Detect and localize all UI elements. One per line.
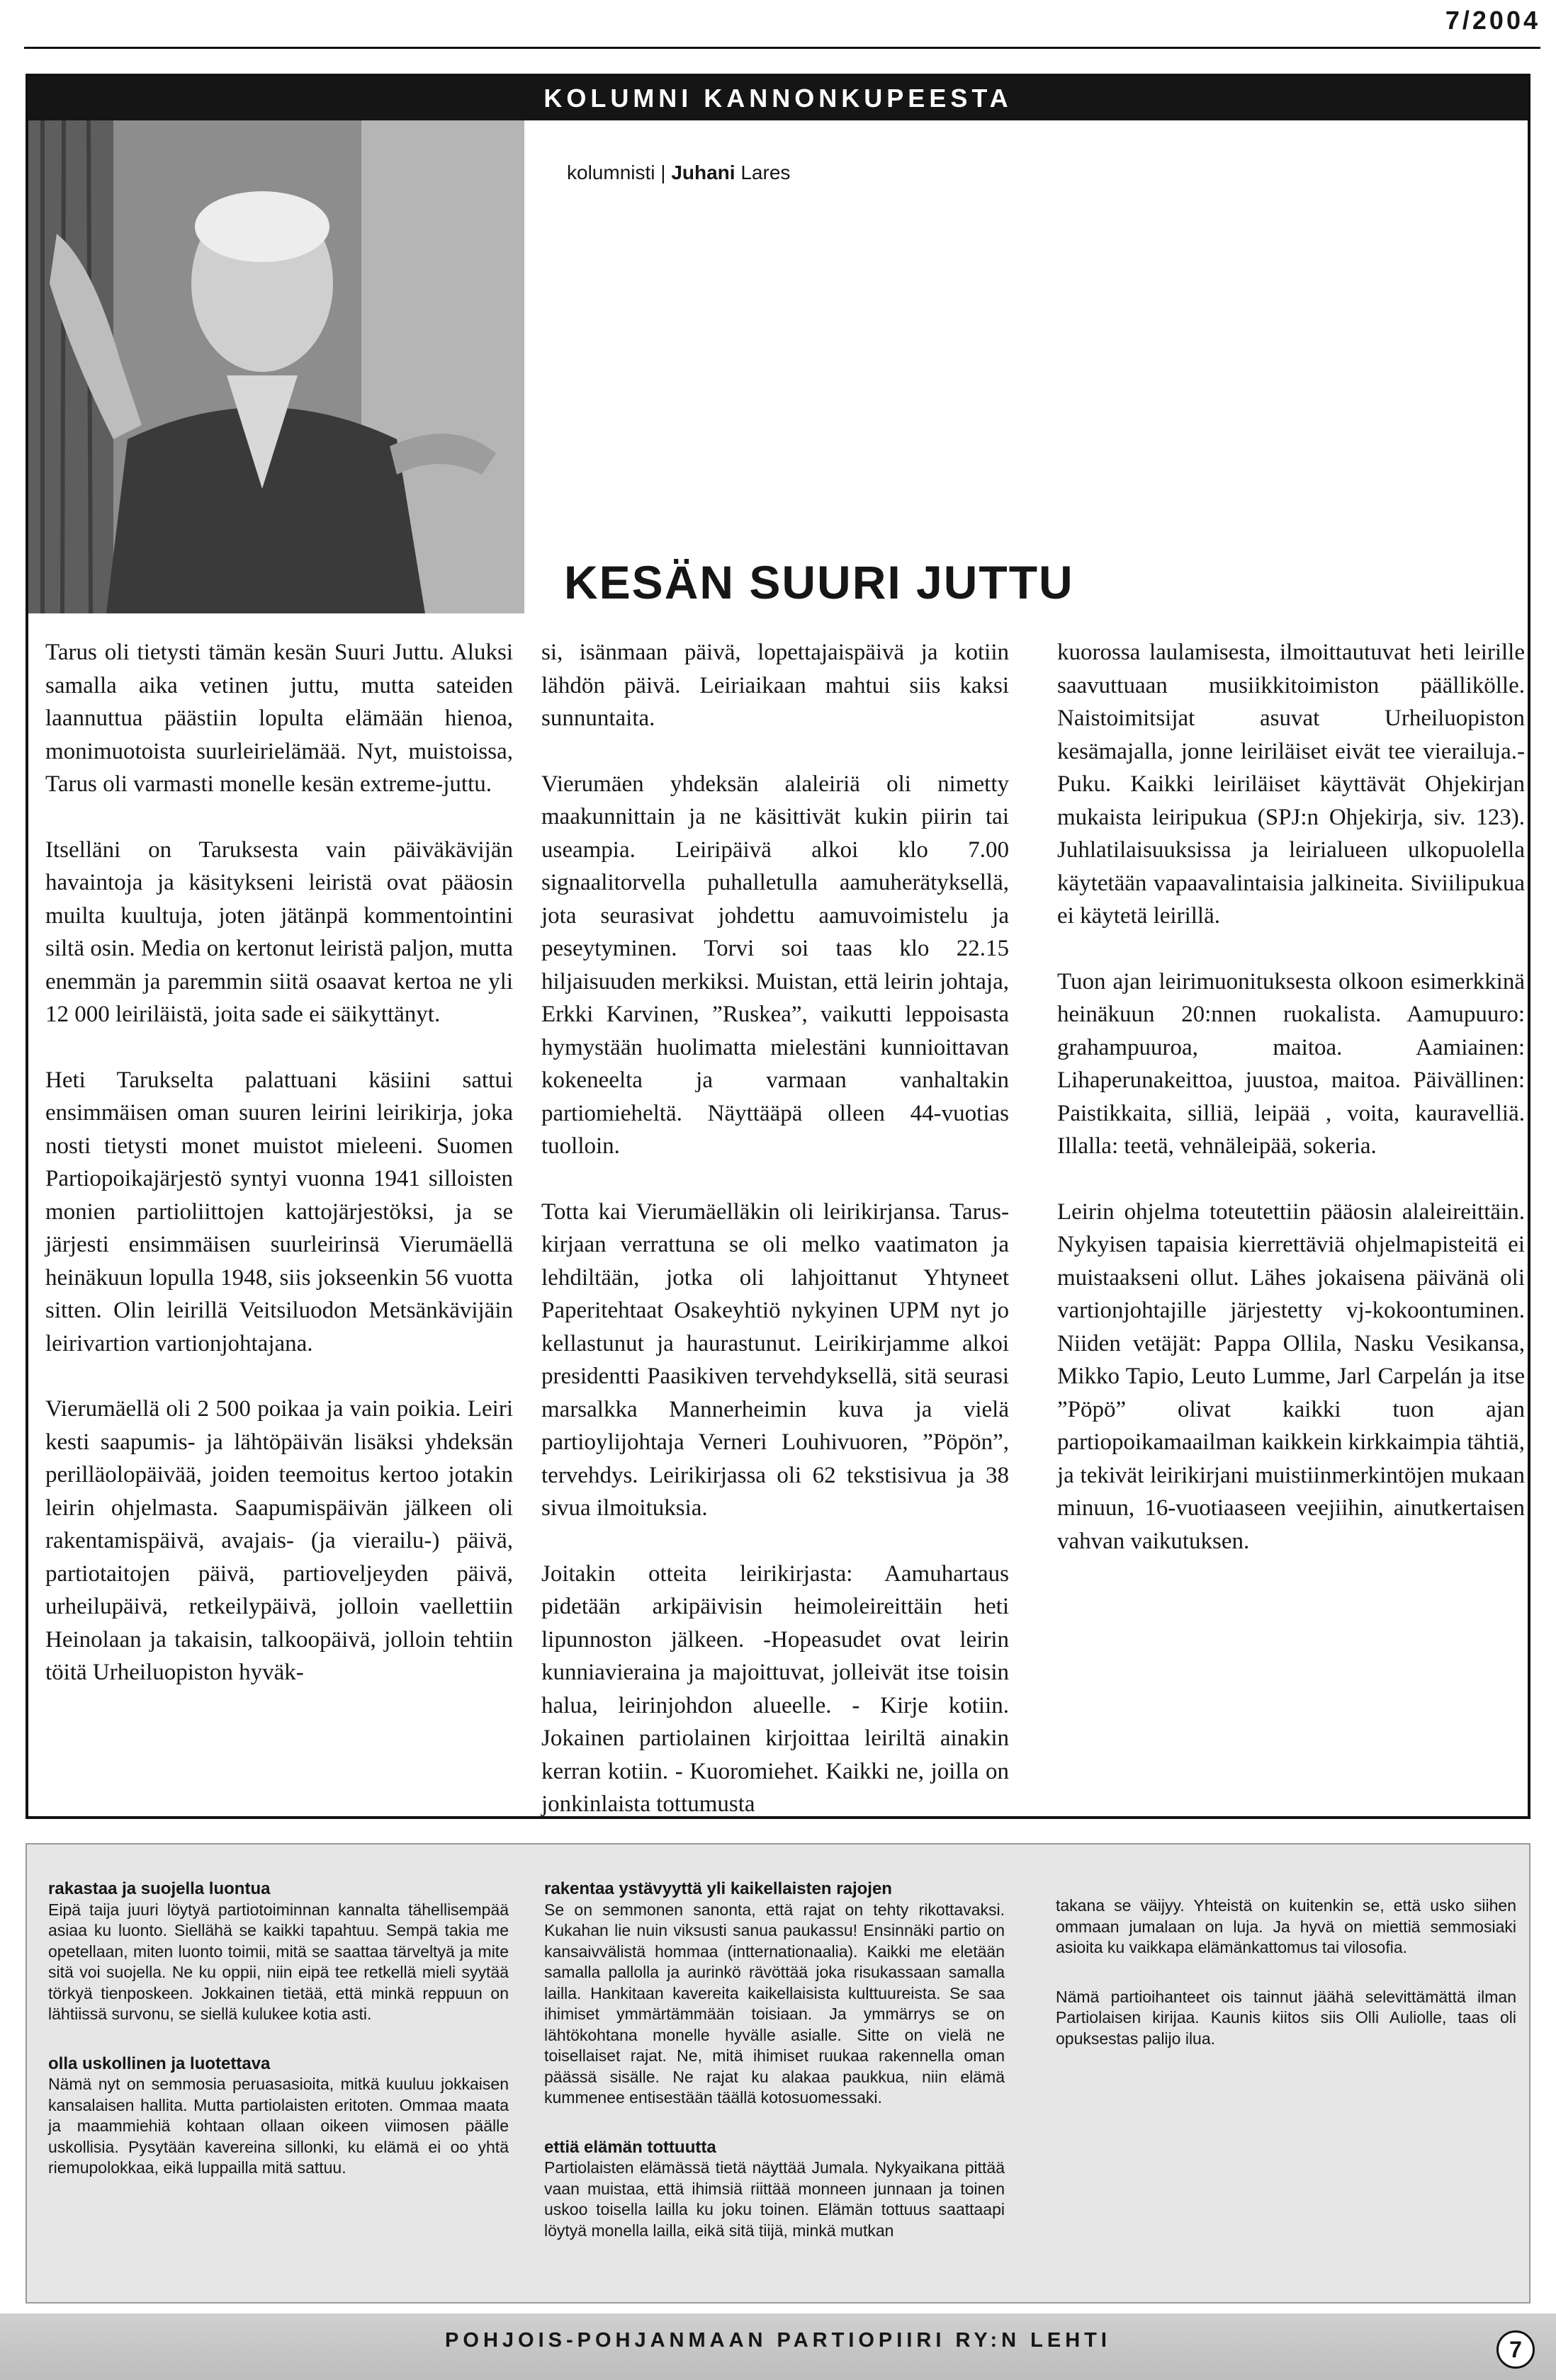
article-column-3	[1057, 636, 1525, 1590]
sidebar-column-1	[48, 1878, 509, 2207]
sidebar-text: Nämä partioihanteet ois tainnut jäähä selevittämättä ilman Partiolaisen kirijaa. Kaunis kiitos siis Olli Auliolle, taas oli opuksestas palijo ilua.	[1056, 1987, 1516, 2048]
paragraph: Joitakin otteita leirikirjasta: Aamuhartaus pidetään arkipäivisin heimoleireittäin heti lipunnoston jälkeen. -Hopeasudet ovat leirin kunniavieraina ja majoittuvat, jolleivät itse toisin halua, leirinjohdon alueelle. - Kirje kotiin. Jokainen partiolainen kirjoittaa leiriltä ainakin kerran kotiin. - Kuoromiehet. Kaikki ne, joilla on jonkinlaista tottumusta	[541, 1560, 1009, 1817]
footer-publication-title: POHJOIS-POHJANMAAN PARTIOPIIRI RY:N LEHTI	[445, 2329, 1111, 2352]
paragraph: Totta kai Vierumäelläkin oli leirikirjansa. Tarus-kirjaan verrattuna se oli melko vaatimaton ja lehdiltään, jotka oli lahjoittanut Yhtyneet Paperitehtaat Osakeyhtiö nykyinen UPM nyt jo kellastunut ja haurastunut. Leirikirjamme alkoi presidentti Paasikiven tervehdyksellä, sitä seurasi marsalkka Mannerheimin kuva ja vielä partioylijohtaja Verneri Louhivuoren, ”Pöpön”, tervehdys. Leirikirjassa oli 62 tekstisivua ja 38 sivua ilmoituksia.	[541, 1198, 1009, 1521]
byline-separator: |	[660, 162, 666, 183]
byline	[567, 162, 790, 184]
sidebar-text: takana se väijyy. Yhteistä on kuitenkin se, että usko siihen ommaan jumalaan on luja. Ja hyvä on miettiä semmosiaki asioita ku vaikkapa elämänkattomus tai vilosofia.	[1056, 1896, 1516, 1956]
paragraph: Tuon ajan leirimuonituksesta olkoon esimerkkinä heinäkuun 20:nnen ruokalista. Aamupuuro: grahampuuroa, maitoa. Aamiainen: Lihaperunakeittoa, juustoa, maitoa. Päivällinen: Paistikkaita, silliä, leipää , voita, kauravelliä. Illalla: teetä, vehnäleipää, sokeria.	[1057, 968, 1525, 1159]
sidebar-text: Nämä nyt on semmosia peruasasioita, mitkä kuuluu jokkaisen kansalaisen hallita. Mutta partiolaisten eritoten. Ommaa maata ja maammiehiä kohtaan ollaan oikeen viimosen päälle uskollisia. Pysytään kavereina sillonki, ku elämä ei oo yhtä riemupolokkaa, eikä luppailla mitä sattuu.	[48, 2075, 509, 2177]
byline-role: kolumnisti	[567, 162, 655, 183]
byline-last-name: Lares	[740, 162, 791, 183]
sidebar-text: Partiolaisten elämässä tietä näyttää Jumala. Nykyaikana pittää vaan muistaa, että ihimsiä riittää monneen junnaan ja toinen uskoo toisella lailla ku joku toinen. Elämän tottuus saattaapi löytyä monella lailla, eikä sitä tiijä, minkä mutkan	[544, 2158, 1005, 2240]
columnist-photo	[28, 120, 524, 613]
sidebar-heading: rakentaa ystävyyttä yli kaikellaisten rajojen	[544, 1879, 892, 1898]
sidebar-text: Eipä taija juuri löytyä partiotoiminnan kannalta tähellisempää asiaa ku luonto. Siellähä se kaikki tapahtuu. Sempä takia me opetellaan, miten luonto toimii, mitä se saattaa tärveltyä ja mite sitä voi suojella. Ne ku oppii, niin eipä tee retkellä mieli syytää törkyä tienposkeen. Jokkainen tietää, että minkä reppuun on lähtiissä survonu, se siellä kulukee kotia asti.	[48, 1900, 509, 2023]
sidebar-text: Se on semmonen sanonta, että rajat on tehty rikottavaksi. Kukahan lie nuin viksusti sanua paukassu! Ensinnäki partio on kansaivvälistä hommaa (intternationaalia). Kaikki me eletään samalla pallolla ja aurinkö rävöttää joka risukassaan samalla lailla. Hankitaan kavereita kaikellaisista kulttuureista. Se saa ihimiset ymmärtämmään toisiaan. Ja ymmärrys se on lähtökohtana monelle hyvälle asialle. Sitte on vielä ne toisellaiset rajat. Ne, mitä ihimiset ruukaa rakennella oman päässä sisälle. Ne rajat ku alakaa paukkua, niin elämä kummenee entisestään täällä kotosuomessaki.	[544, 1900, 1005, 2107]
issue-number: 7/2004	[1445, 6, 1540, 35]
paragraph: Leirin ohjelma toteutettiin pääosin alaleireittäin. Nykyisen tapaisia kierrettäviä ohjelmapisteitä ei muistaakseni ollut. Lähes jokaisena päivänä oli vartionjohtajille järjestetty vj-kokoontuminen. Niiden vetäjät: Pappa Ollila, Nasku Vesikansa, Mikko Tapio, Leuto Lumme, Jarl Carpelán ja itse ”Pöpö” olivat kaikki tuon ajan partiopoikamaailman kaikkein kirkkaimpia tähtiä, ja tekivät leirikirjani muistiinmerkintöjen mukaan minuun, 16-vuotiaaseen veejiihin, ainutkertaisen vahvan vaikutuksen.	[1057, 1198, 1525, 1554]
top-rule	[24, 47, 1540, 49]
paragraph: Itselläni on Taruksesta vain päiväkävijän havaintoja ja käsitykseni leiristä ovat pääosin muilta kuultuja, joten jätänpä kommentointini siltä osin. Media on kertonut leiristä paljon, mutta enemmän ja paremmin siitä osaavat kertoa ne yli 12 000 leiriläistä, joita sade ei säikyttänyt.	[45, 837, 513, 1027]
paragraph: Vierumäen yhdeksän alaleiriä oli nimetty maakunnittain ja ne käsittivät kukin piirin tai useampia. Leiripäivä alkoi klo 7.00 signaalitorvella puhalletulla aamuherätyksellä, jota seurasivat johdettu aamuvoimistelu ja peseytyminen. Torvi soi taas klo 22.15 hiljaisuuden merkiksi. Muistan, että leirin johtaja, Erkki Karvinen, ”Ruskea”, vaikutti leppoisasta hymystään huolimatta mielestäni kunnioittavan kokeneelta ja varmaan vanhaltakin partiomieheltä. Näyttääpä olleen 44-vuotias tuolloin.	[541, 771, 1009, 1159]
sidebar-heading: ettiä elämän tottuutta	[544, 2137, 716, 2157]
page-number: 7	[1496, 2330, 1535, 2369]
paragraph: Vierumäellä oli 2 500 poikaa ja vain poikia. Leiri kesti saapumis- ja lähtöpäivän lisäksi yhdeksän perilläolopäivää, joiden teemoitus kertoo jotakin leirin ohjelmasta. Saapumispäivän jälkeen oli rakentamispäivä, avajais- (ja vierailu-) päivä, partiotaitojen päivä, partioveljeyden päivä, urheilupäivä, retkeilypäivä, jolloin vaellettiin Heinolaan ja takaisin, talkoopäivä, jolloin tehtiin töitä Urheiluopiston hyväk-	[45, 1396, 513, 1685]
sidebar-heading: rakastaa ja suojella luontua	[48, 1879, 271, 1898]
paragraph: si, isänmaan päivä, lopettajaispäivä ja kotiin lähdön päivä. Leiriaikaan mahtui siis kaksi sunnuntaita.	[541, 640, 1009, 731]
article-column-1	[45, 636, 513, 1722]
sidebar-column-3	[1056, 1896, 1516, 2078]
paragraph: kuorossa laulamisesta, ilmoittautuvat heti leirille saavuttuaan musiikkitoimiston päällikölle. Naistoimitsijat asuvat Urheiluopiston kesämajalla, jonne leiriläiset eivät tee vierailuja.- Puku. Kaikki leiriläiset käyttävät Ohjekirjan mukaista leiripukua (SPJ:n Ohjekirja, siv. 123). Juhlatilaisuuksissa ja leirialueen ulkopuolella käytetään vapaavalintaisia jalkineita. Siviilipukua ei käytetä leirillä.	[1057, 640, 1525, 929]
scout-ideals-sidebar	[26, 1843, 1530, 2304]
article-headline: KESÄN SUURI JUTTU	[564, 556, 1074, 608]
sidebar-heading: olla uskollinen ja luotettava	[48, 2053, 271, 2073]
paragraph: Heti Tarukselta palattuani käsiini sattui ensimmäisen oman suuren leirini leirikirja, joka nosti tietysti monet muistot mieleeni. Suomen Partiopoikajärjestö syntyi vuonna 1941 silloisten monien partioliittojen kattojärjestöksi, ja se järjesti ensimmäisen suurleirinsä Vierumäellä heinäkuun lopulla 1948, siis jokseenkin 56 vuotta sitten. Olin leirillä Veitsiluodon Metsänkävijäin leirivartion vartionjohtajana.	[45, 1067, 513, 1356]
column-banner: KOLUMNI KANNONKUPEESTA	[28, 76, 1528, 120]
article-column-2	[541, 636, 1009, 1854]
byline-first-name: Juhani	[671, 162, 735, 183]
paragraph: Tarus oli tietysti tämän kesän Suuri Juttu. Aluksi samalla aika vetinen juttu, mutta sateiden laannuttua päästiin lopulta elämään hienoa, monimuotoista suurleirielämää. Nyt, muistoissa, Tarus oli varmasti monelle kesän extreme-juttu.	[45, 640, 513, 797]
sidebar-column-2	[544, 1878, 1005, 2270]
column-frame	[26, 74, 1530, 1819]
